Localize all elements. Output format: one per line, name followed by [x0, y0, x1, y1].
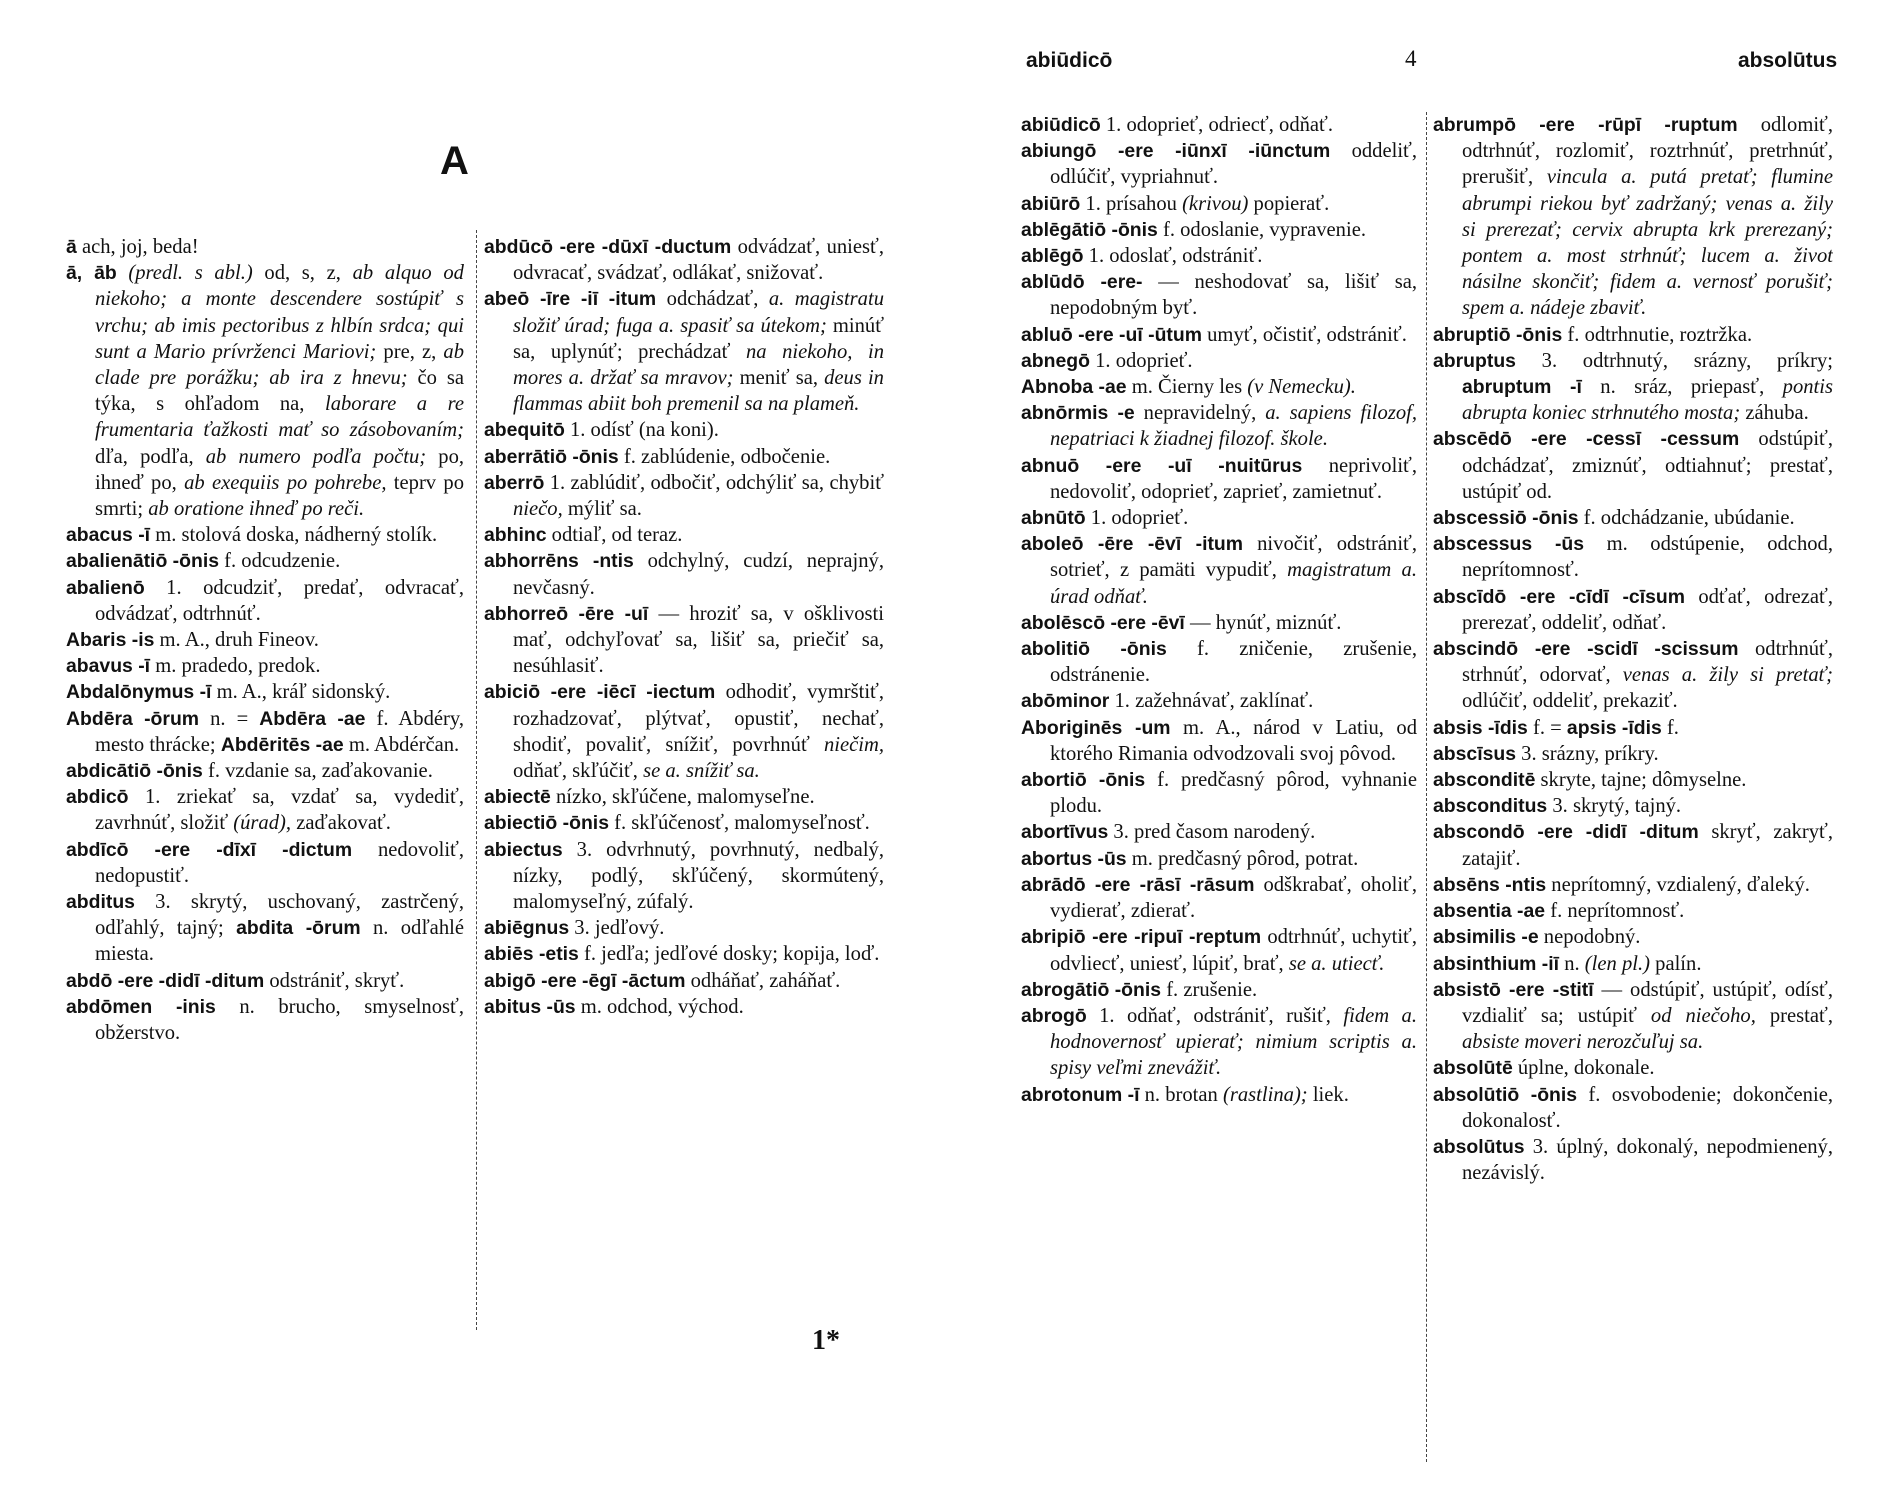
definition-text: 1. odísť (na koni).	[564, 419, 719, 442]
dictionary-entry	[1433, 322, 1833, 348]
dictionary-entry	[1021, 846, 1417, 872]
dictionary-entry	[484, 470, 884, 522]
dictionary-entry	[484, 522, 884, 548]
italic-text: laborare a re frumentaria ťažkosti mať so zásobovaním;	[95, 393, 464, 442]
definition-text: n. brucho, smyselnosť, obžerstvo.	[95, 995, 464, 1045]
dictionary-entry	[1433, 636, 1833, 715]
left-page-column-1	[66, 234, 464, 1334]
dictionary-entry	[66, 837, 464, 889]
definition-text: — hynúť, miznúť.	[1184, 611, 1342, 634]
headword: abōminor	[1021, 690, 1110, 713]
definition-text: záhuba.	[1740, 402, 1809, 425]
italic-text: (v Nemecku).	[1247, 376, 1356, 399]
headword: abnūtō	[1021, 507, 1086, 530]
italic-text: (úrad),	[233, 812, 292, 835]
headword: abolēscō -ere -ēvī	[1021, 611, 1185, 634]
dictionary-entry	[484, 915, 884, 941]
dictionary-entry	[484, 941, 884, 967]
headword: abdūcō -ere -dūxī -ductum	[484, 236, 732, 258]
headword: ablūdō -ere-	[1021, 271, 1143, 294]
headword: aboleō -ēre -ēvī -itum	[1021, 533, 1243, 556]
headword: abrotonum -ī	[1021, 1083, 1140, 1106]
definition-text: odchádzať,	[656, 288, 769, 311]
definition-text: 1. odňať, odstrániť, rušiť,	[1086, 1004, 1344, 1027]
definition-text: úplne, dokonale.	[1512, 1057, 1655, 1080]
definition-text: skryte, tajne; dômyselne.	[1535, 769, 1747, 792]
definition-text: palín.	[1650, 952, 1702, 975]
headword: abacus -ī	[66, 524, 151, 547]
definition-text: n. sráz, priepasť,	[1581, 376, 1783, 399]
dictionary-entry	[1021, 688, 1417, 714]
headword: abrumpō -ere -rūpī -ruptum	[1433, 114, 1738, 136]
dictionary-entry	[66, 234, 464, 260]
headword: aberrō	[484, 471, 545, 494]
italic-text: deus in flammas abiit boh premenil sa na plameň.	[513, 367, 884, 416]
dictionary-entry	[1021, 531, 1417, 610]
definition-text: f. odoslanie, vypravenie.	[1157, 218, 1366, 241]
headword: ā	[66, 236, 77, 258]
headword: abiungō -ere -iūnxī -iūnctum	[1021, 140, 1331, 163]
italic-text: ab numero podľa počtu;	[205, 445, 427, 468]
dictionary-entry	[1433, 767, 1833, 793]
headword: absconditē	[1433, 769, 1536, 792]
headword: absconditus	[1433, 795, 1548, 818]
italic-text: venas a. žily si pretať;	[1622, 664, 1833, 687]
dictionary-entry	[1021, 924, 1417, 976]
definition-text: zaďakovať.	[291, 812, 391, 835]
headword: abscondō -ere -didī -ditum	[1433, 821, 1699, 844]
dictionary-entry	[1021, 322, 1417, 348]
headword: abdōmen -inis	[66, 995, 216, 1018]
dictionary-entry	[1021, 269, 1417, 321]
definition-text: f. jedľa; jedľové dosky; kopija, loď.	[578, 943, 880, 966]
dictionary-entry	[1433, 872, 1833, 898]
definition-text: 1. odoprieť.	[1085, 507, 1189, 530]
dictionary-entry	[1021, 819, 1417, 845]
headword: absolūtiō -ōnis	[1433, 1083, 1578, 1106]
italic-text: (rastlina);	[1223, 1083, 1308, 1106]
definition-text: 3. pred časom narodený.	[1108, 821, 1316, 844]
headword: absimilis -e	[1433, 926, 1539, 949]
definition-text: f.	[1661, 716, 1679, 739]
definition-text: f. odtrhnutie, roztržka.	[1562, 323, 1753, 346]
italic-text: a. sapiens filozof, nepatriaci k žiadnej filozof. škole.	[1050, 402, 1417, 451]
definition-text: minúť sa, uplynúť; prechádzať	[513, 314, 884, 363]
headword: absistō -ere -stitī	[1433, 978, 1594, 1001]
headword: abortiō -ōnis	[1021, 769, 1146, 792]
definition-text: liek.	[1307, 1083, 1349, 1106]
italic-text: na niekoho, in mores a. držať sa mravov;	[513, 340, 884, 390]
headword: abortīvus	[1021, 821, 1109, 844]
headword: Abdēra -ae	[259, 707, 366, 730]
definition-text: n. brotan	[1139, 1083, 1223, 1106]
definition-text: n. =	[199, 707, 260, 730]
definition-text: odhodiť, vymrštiť, rozhadzovať, plýtvať, opustiť, nechať, shodiť, povaliť, snížiť, povrhnúť	[513, 681, 884, 756]
dictionary-entry	[66, 706, 464, 758]
headword: abiēgnus	[484, 917, 570, 940]
dictionary-entry	[66, 758, 464, 784]
definition-text: odlúčiť, oddeliť, prekaziť.	[1462, 690, 1678, 713]
definition-text: nivočiť, odstrániť, sotrieť, z pamäti vypudiť,	[1050, 533, 1417, 582]
definition-text: odvádzať, uniesť, odvracať, svádzať, odlákať, snižovať.	[513, 236, 884, 285]
headword: abrādō -ere -rāsī -rāsum	[1021, 873, 1255, 896]
dictionary-entry	[1021, 138, 1417, 190]
headword: ablēgātiō -ōnis	[1021, 218, 1158, 241]
definition-text: f. odchádzanie, ubúdanie.	[1578, 507, 1795, 530]
definition-text: 1. odoslať, odstrániť.	[1083, 245, 1263, 268]
definition-text: 1. prísahou	[1080, 192, 1183, 215]
definition-text: 1. zažehnávať, zaklínať.	[1109, 690, 1314, 713]
definition-text: popierať.	[1248, 192, 1330, 215]
definition-text: čo sa týka, s ohľadom na,	[95, 367, 464, 416]
italic-text: absiste moveri nerozčuľuj sa.	[1462, 1031, 1704, 1054]
definition-text: 1. zriekať sa, vzdať sa, vydediť, zavrhnúť, složiť	[95, 786, 464, 835]
italic-text: niečo,	[513, 498, 563, 521]
dictionary-entry	[484, 784, 884, 810]
headword: absentia -ae	[1433, 900, 1546, 923]
definition-text: po, ihneď po,	[95, 445, 464, 494]
definition-text: m. Abdérčan.	[343, 733, 460, 756]
dictionary-entry	[66, 968, 464, 994]
dictionary-entry	[484, 234, 884, 286]
definition-text: m. odchod, východ.	[575, 995, 744, 1018]
headword: abiēs -etis	[484, 943, 579, 966]
headword: abhorreō -ēre -uī	[484, 602, 649, 625]
dictionary-entry	[484, 444, 884, 470]
headword: abhorrēns -ntis	[484, 550, 634, 573]
dictionary-entry	[484, 837, 884, 916]
headword: abscindō -ere -scidī -scissum	[1433, 638, 1739, 661]
definition-text: 3. srázny, príkry.	[1516, 742, 1659, 765]
definition-text: skryť, zakryť, zatajiť.	[1462, 821, 1833, 870]
dictionary-entry	[484, 968, 884, 994]
headword: ā, āb	[66, 262, 117, 285]
definition-text: 1. odoprieť.	[1089, 349, 1193, 372]
definition-text: 3. jedľový.	[569, 917, 665, 940]
headword: abscessus -ūs	[1433, 533, 1585, 556]
dictionary-entry	[1433, 584, 1833, 636]
headword: abeō -īre -iī -itum	[484, 288, 657, 311]
italic-text: a. magistratu složiť úrad; fuga a. spasiť sa útekom;	[513, 288, 884, 337]
dictionary-entry	[1433, 1134, 1833, 1186]
definition-text: m. A., kráľ sidonský.	[211, 681, 391, 704]
dictionary-entry	[1433, 924, 1833, 950]
definition-text: teprv po smrti;	[95, 471, 464, 521]
dictionary-entry	[484, 417, 884, 443]
definition-text: m. Čierny les	[1126, 376, 1248, 399]
definition-text: nedovoliť, nedopustiť.	[95, 838, 464, 887]
definition-text: oddeliť, odlúčiť, vypriahnuť.	[1050, 140, 1417, 189]
headword: abolitiō -ōnis	[1021, 638, 1167, 661]
definition-text: f. osvobodenie; dokončenie, dokonalosť.	[1462, 1083, 1833, 1132]
headword: abavus -ī	[66, 655, 151, 678]
headword: absolūtē	[1433, 1057, 1513, 1080]
dictionary-entry	[1021, 977, 1417, 1003]
definition-text: f. vzdanie sa, zaďakovanie.	[202, 760, 433, 783]
dictionary-entry	[1433, 505, 1833, 531]
dictionary-entry	[1021, 191, 1417, 217]
definition-text: ach, joj, beda!	[76, 236, 199, 258]
definition-text: 3. odtrhnutý, srázny, príkry;	[1515, 349, 1833, 372]
column-divider-right	[1426, 112, 1427, 1462]
definition-text: neprítomný, vzdialený, ďaleký.	[1546, 873, 1810, 896]
dictionary-entry	[484, 286, 884, 417]
headword: Abdalōnymus -ī	[66, 681, 212, 704]
definition-text: — odstúpiť, ustúpiť, odísť, vzdialiť sa; ustúpiť	[1462, 978, 1833, 1027]
dictionary-entry	[1433, 951, 1833, 977]
dictionary-entry	[1433, 1055, 1833, 1081]
dictionary-entry	[484, 994, 884, 1020]
italic-text: vincula a. putá pretať; flumine abrumpi riekou byť zadržaný; venas a. žily si prerezať; cervix abrupta krk prerezaný; pontem a. most strhnúť; lucem a. život násilne skončiť; fidem a. vernosť porušiť; spem a. nádeje zbaviť.	[1462, 166, 1833, 320]
headword: abdō -ere -didī -ditum	[66, 969, 265, 992]
headword: abrogō	[1021, 1004, 1087, 1027]
headword: apsis -īdis	[1566, 716, 1662, 739]
dictionary-entry	[66, 679, 464, 705]
dictionary-entry	[1021, 636, 1417, 688]
headword: abripiō -ere -ripuī -reptum	[1021, 926, 1262, 949]
definition-text: odtrhnúť, strhnúť, odorvať,	[1462, 638, 1833, 687]
definition-text: f. =	[1527, 716, 1567, 739]
dictionary-entry	[66, 653, 464, 679]
headword: abitus -ūs	[484, 995, 576, 1018]
definition-text: f. zničenie, zrušenie, odstránenie.	[1050, 638, 1417, 687]
definition-text: odháňať, zaháňať.	[685, 969, 841, 992]
right-page-column-2	[1433, 112, 1833, 1472]
headword: abiūrō	[1021, 192, 1081, 215]
headword: abequitō	[484, 419, 565, 442]
definition-text: 3. skrytý, tajný.	[1547, 795, 1682, 818]
headword: abluō -ere -uī -ūtum	[1021, 323, 1202, 346]
dictionary-entry	[1433, 793, 1833, 819]
dictionary-entry	[66, 575, 464, 627]
definition-text: meniť sa,	[733, 367, 825, 390]
signature-mark: 1*	[812, 1325, 840, 1356]
headword: Abaris -is	[66, 629, 155, 652]
dictionary-entry	[66, 627, 464, 653]
definition-text: n.	[1559, 952, 1585, 975]
dictionary-entry	[484, 810, 884, 836]
dictionary-entry	[1021, 243, 1417, 269]
definition-text: 3. úplný, dokonalý, nepodmienený, nezávislý.	[1462, 1135, 1833, 1185]
headword: abruptus	[1433, 349, 1516, 372]
headword: Abdēra -ōrum	[66, 707, 200, 730]
dictionary-entry	[1433, 715, 1833, 741]
italic-text: (len pl.)	[1584, 952, 1650, 975]
definition-text: umyť, očistiť, odstrániť.	[1201, 323, 1407, 346]
italic-text: se a. snížiť sa.	[643, 760, 760, 783]
definition-text: neprivoliť, nedovoliť, odoprieť, zaprieť, zamietnuť.	[1050, 454, 1417, 503]
running-head-left: abiūdicō	[1026, 49, 1113, 72]
italic-text: (krivou)	[1182, 192, 1249, 215]
definition-text: nepodobný.	[1538, 926, 1641, 949]
dictionary-entry	[66, 522, 464, 548]
dictionary-entry	[66, 260, 464, 522]
dictionary-entry	[1433, 898, 1833, 924]
headword: abnuō -ere -uī -nuitūrus	[1021, 454, 1303, 477]
headword: absis -īdis	[1433, 716, 1528, 739]
headword: abdicō	[66, 786, 129, 809]
dictionary-entry	[1433, 1082, 1833, 1134]
dictionary-entry	[1021, 1082, 1417, 1108]
italic-text: (predl. s abl.)	[116, 262, 253, 285]
definition-text: odstúpiť, odchádzať, zmiznúť, odtiahnuť; prestať, ustúpiť od.	[1462, 428, 1833, 503]
italic-text: od niečoho,	[1650, 1004, 1756, 1027]
italic-text: fidem a. hodnovernosť upierať; nimium scriptis a. spisy veľmi znevážiť.	[1050, 1004, 1417, 1080]
right-page-column-1	[1021, 112, 1417, 1472]
italic-text: ab alquo od niekoho; a monte descendere sostúpiť s vrchu; ab imis pectoribus z hlbín srdca; qui sunt a Mario prívrženci Mariovi;	[95, 262, 464, 363]
dictionary-entry	[1021, 453, 1417, 505]
headword: Abnoba -ae	[1021, 376, 1127, 399]
definition-text: m. stolová doska, nádherný stolík.	[150, 524, 438, 547]
dictionary-entry	[1433, 531, 1833, 583]
headword: abiectiō -ōnis	[484, 812, 609, 835]
definition-text: m. A., druh Fineov.	[154, 629, 319, 652]
definition-text: odtrhnúť, uchytiť, odvliecť, uniesť, lúpiť, brať,	[1050, 926, 1417, 975]
definition-text: 1. odcudziť, predať, odvracať, odvádzať, odtrhnúť.	[95, 576, 464, 625]
definition-text: f. neprítomnosť.	[1545, 900, 1685, 923]
headword: abigō -ere -ēgī -āctum	[484, 969, 686, 992]
italic-text: ab clade pre porážku; ab ira z hnevu;	[95, 340, 464, 390]
headword: abscīsus	[1433, 742, 1516, 765]
definition-text: — hroziť sa, v ošklivosti mať, odchyľovať sa, lišiť sa, priečiť sa, nesúhlasiť.	[513, 602, 884, 678]
definition-text: odstrániť, skryť.	[264, 969, 405, 992]
definition-text: 3. skrytý, uschovaný, zastrčený, odľahlý, tajný;	[95, 891, 464, 940]
definition-text: nepravidelný,	[1134, 402, 1266, 425]
italic-text: se a. utiecť.	[1288, 952, 1385, 975]
left-page-column-2	[484, 234, 884, 1324]
dictionary-entry	[1433, 819, 1833, 871]
italic-text: ab oratione ihneď po reči.	[148, 498, 365, 521]
definition-text: odňať, skľúčiť,	[513, 760, 644, 783]
definition-text: m. A., národ v Latiu, od ktorého Rimania odvodzovali svoj pôvod.	[1050, 716, 1417, 765]
definition-text: 1. zablúdiť, odbočiť, odchýliť sa, chybiť	[544, 471, 884, 494]
dictionary-entry	[1433, 426, 1833, 505]
headword: abiūdicō	[1021, 114, 1101, 136]
headword: abscēdō -ere -cessī -cessum	[1433, 428, 1740, 451]
headword: abscīdō -ere -cīdī -cīsum	[1433, 585, 1685, 608]
definition-text: mýliť sa.	[562, 498, 642, 521]
running-head-right: absolūtus	[1738, 49, 1838, 72]
headword: abrogātiō -ōnis	[1021, 978, 1162, 1001]
headword: abnegō	[1021, 349, 1090, 372]
italic-text: ab exequiis po pohrebe,	[184, 471, 387, 494]
headword: abiciō -ere -iēcī -iectum	[484, 681, 716, 704]
italic-text: niečim,	[823, 733, 884, 756]
dictionary-entry	[1021, 610, 1417, 636]
definition-text: pre, z,	[376, 340, 444, 363]
definition-text: od, s, z,	[252, 262, 353, 285]
dictionary-entry	[484, 679, 884, 784]
headword: abdita -ōrum	[236, 917, 361, 940]
definition-text: f. skľúčenosť, malomyseľnosť.	[608, 812, 870, 835]
definition-text: 1. odoprieť, odriecť, odňať.	[1100, 114, 1334, 136]
headword: abruptum -ī	[1462, 376, 1582, 399]
definition-text: prestať,	[1755, 1004, 1833, 1027]
definition-text: n. odľahlé miesta.	[95, 917, 464, 966]
definition-text: m. pradedo, predok.	[150, 655, 321, 678]
dictionary-entry	[1021, 1003, 1417, 1082]
dictionary-entry	[484, 548, 884, 600]
headword: abnōrmis -e	[1021, 402, 1135, 425]
definition-text: 3. odvrhnutý, povrhnutý, nedbalý, nízky, podlý, skľúčený, skormútený, malomyseľný, zúfalý.	[513, 838, 884, 914]
dictionary-entry	[1433, 741, 1833, 767]
definition-text: f. zablúdenie, odbočenie.	[618, 445, 831, 468]
page-number: 4	[1405, 46, 1417, 71]
headword: abalienō	[66, 576, 145, 599]
dictionary-entry	[1433, 977, 1833, 1056]
dictionary-entry	[1021, 872, 1417, 924]
dictionary-entry	[1021, 348, 1417, 374]
dictionary-entry	[1021, 767, 1417, 819]
definition-text: odchylný, cudzí, neprajný, nevčasný.	[513, 550, 884, 599]
headword: abditus	[66, 891, 135, 914]
dictionary-entry	[1021, 112, 1417, 138]
section-letter-heading: A	[440, 139, 469, 183]
column-divider-left	[476, 230, 477, 1330]
headword: abdicātiō -ōnis	[66, 760, 203, 783]
definition-text: odtiaľ, od teraz.	[546, 524, 683, 547]
headword: absolūtus	[1433, 1135, 1525, 1158]
dictionary-entry	[1021, 400, 1417, 452]
definition-text: dľa, podľa,	[95, 445, 206, 468]
headword: aberrātiō -ōnis	[484, 445, 619, 468]
headword: abdīcō -ere -dīxī -dictum	[66, 838, 353, 861]
dictionary-entry	[1433, 112, 1833, 322]
dictionary-entry	[66, 784, 464, 836]
headword: abruptiō -ōnis	[1433, 323, 1563, 346]
dictionary-entry	[1021, 374, 1417, 400]
headword: absēns -ntis	[1433, 873, 1547, 896]
definition-text: odťať, odrezať, prerezať, oddeliť, odňať.	[1462, 585, 1833, 634]
definition-text: nízko, skľúčene, malomyseľne.	[550, 786, 815, 809]
headword: Abdēritēs -ae	[220, 733, 344, 756]
italic-text: pontis abrupta koniec strhnutého mosta;	[1462, 376, 1833, 425]
definition-text: odlomiť, odtrhnúť, rozlomiť, roztrhnúť, pretrhnúť, prerušiť,	[1462, 114, 1833, 189]
dictionary-entry	[66, 889, 464, 968]
headword: abortus -ūs	[1021, 847, 1127, 870]
headword: absinthium -iī	[1433, 952, 1560, 975]
headword: ablēgō	[1021, 245, 1084, 268]
definition-text: — neshodovať sa, lišiť sa, nepodobným byť.	[1050, 271, 1417, 320]
definition-text: m. predčasný pôrod, potrat.	[1126, 847, 1359, 870]
dictionary-entry	[1021, 715, 1417, 767]
definition-text: f. odcudzenie.	[219, 550, 341, 573]
definition-text: odškrabať, oholiť, vydierať, zdierať.	[1050, 873, 1417, 923]
dictionary-entry	[1433, 348, 1833, 427]
definition-text: f. zrušenie.	[1161, 978, 1258, 1001]
headword: abiectus	[484, 838, 563, 861]
headword: abhinc	[484, 524, 547, 547]
dictionary-entry	[66, 994, 464, 1046]
definition-text: m. odstúpenie, odchod, neprítomnosť.	[1462, 533, 1833, 582]
dictionary-entry	[1021, 217, 1417, 243]
headword: Aboriginēs -um	[1021, 716, 1171, 739]
italic-text: magistratum a. úrad odňať.	[1050, 559, 1417, 608]
dictionary-entry	[484, 601, 884, 680]
definition-text: f. Abdéry, mesto thrácke;	[95, 707, 464, 756]
definition-text: f. predčasný pôrod, vyhnanie plodu.	[1050, 769, 1417, 818]
dictionary-entry	[1021, 505, 1417, 531]
headword: abscessiō -ōnis	[1433, 507, 1579, 530]
headword: abalienātiō -ōnis	[66, 550, 219, 573]
headword: abiectē	[484, 786, 551, 809]
dictionary-entry	[66, 548, 464, 574]
